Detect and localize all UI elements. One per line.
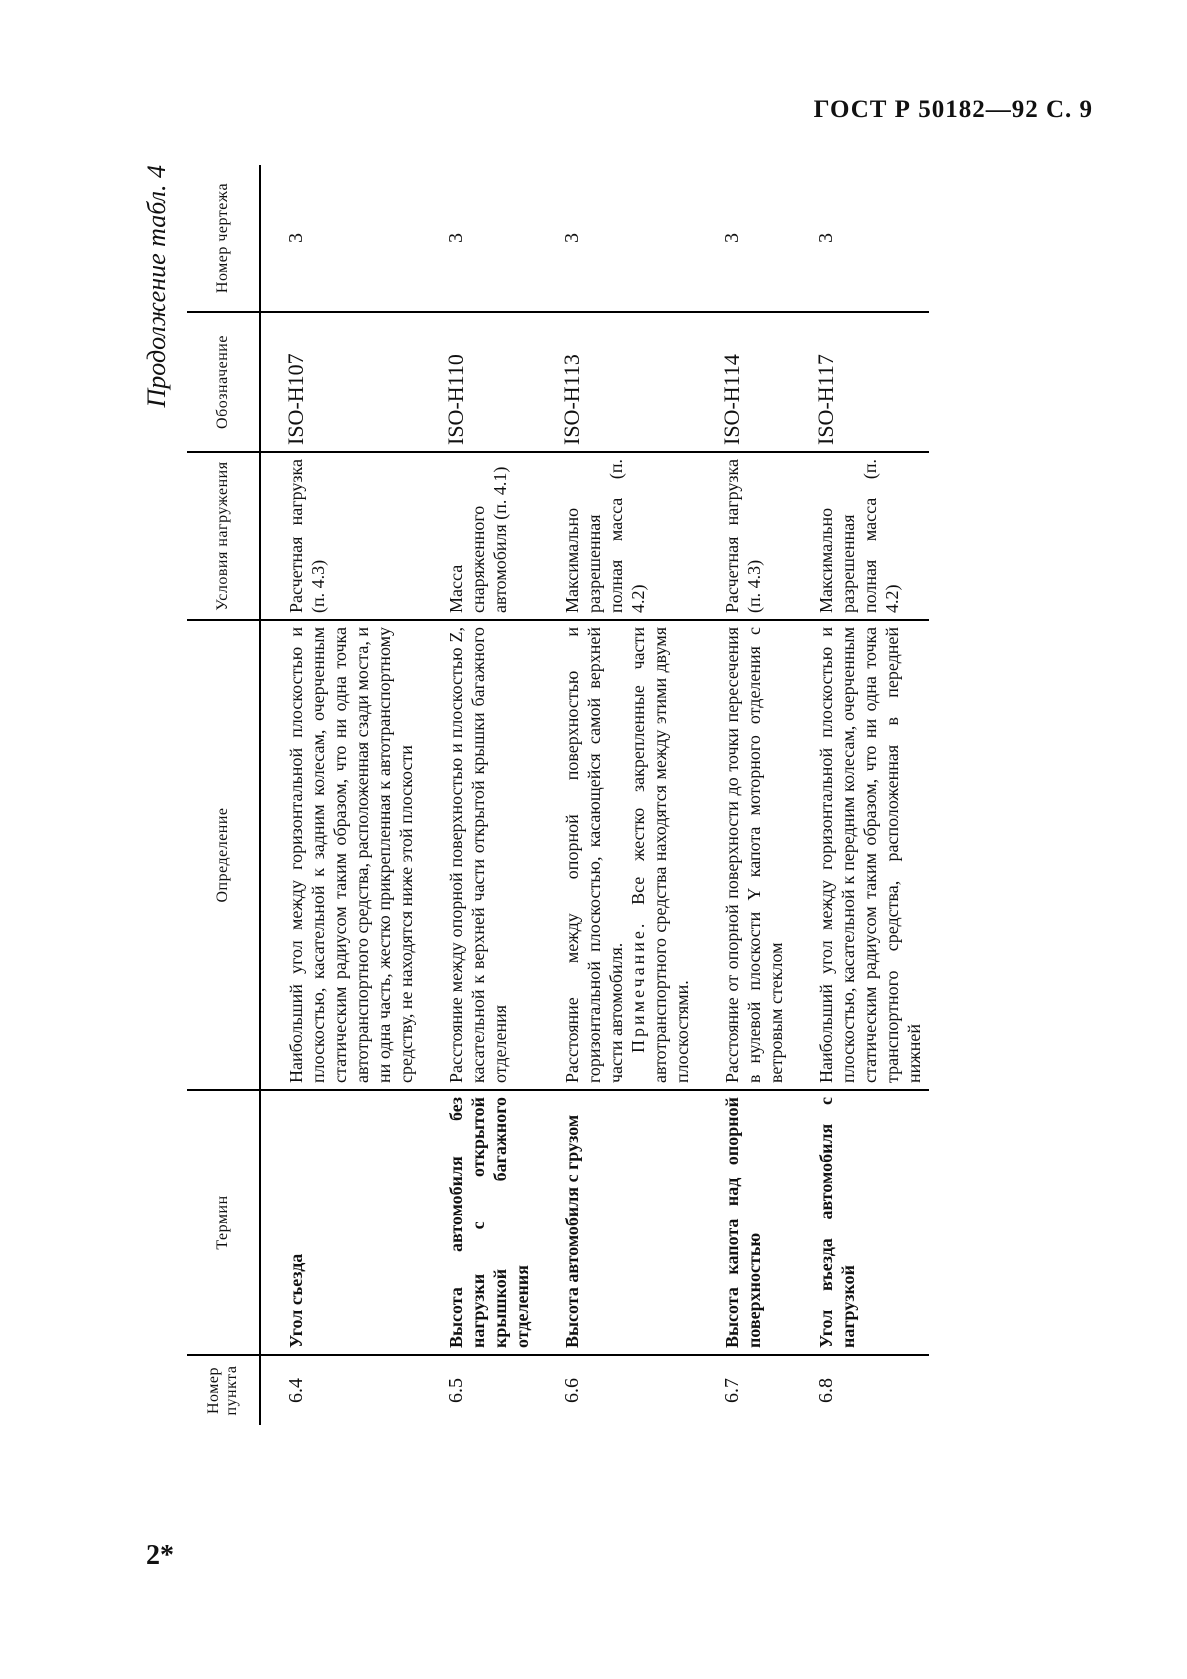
col-header-designation: Обозначение [187, 312, 260, 452]
row-term: Высота автомобиля без нагрузки с открытой крышкой багажного отделения [421, 1090, 537, 1355]
col-header-term: Термин [187, 1090, 260, 1355]
row-designation: ISO-H110 [421, 312, 537, 452]
col-header-num: Номер пункта [187, 1355, 260, 1425]
row-load: Расчетная нагрузка (п. 4.3) [697, 452, 791, 620]
row-designation: ISO-H114 [697, 312, 791, 452]
table-header-row [187, 165, 260, 1425]
row-term: Высота автомобиля с грузом [537, 1090, 697, 1355]
row-num: 6.6 [561, 1378, 583, 1403]
table-caption: Продолжение табл. 4 [142, 165, 171, 408]
col-header-drawing: Номер чертежа [187, 165, 260, 312]
page-mark: 2* [146, 1540, 174, 1571]
table-row [697, 165, 791, 1425]
col-header-definition: Определение [187, 620, 260, 1090]
note-label: Примечание. [628, 920, 648, 1053]
row-definition: Наибольший угол между горизонтальной плоскостью и плоскостью, касательной к передним колесам, очерченным статическим радиусом таким образом, что ни одна точка транспортного средства, расположенная в передней нижней [791, 620, 929, 1090]
row-term: Угол съезда [260, 1090, 421, 1355]
row-load: Масса снаряженного автомобиля (п. 4.1) [421, 452, 537, 620]
row-designation: ISO-H107 [260, 312, 421, 452]
row-load: Максимально разрешенная полная масса (п. 4.2) [791, 452, 929, 620]
row-num: 6.7 [721, 1378, 743, 1403]
row-num: 6.8 [815, 1378, 837, 1403]
row-num: 6.5 [445, 1378, 467, 1403]
row-term: Угол въезда автомобиля с нагрузкой [791, 1090, 929, 1355]
row-designation: ISO-H113 [537, 312, 697, 452]
row-definition: Наибольший угол между горизонтальной плоскостью и плоскостью, касательной к задним колесам, очерченным статическим радиусом таким образом, что ни одна точка автотранспортного средства, расположенная сзади моста, и ни одна часть, жестко прикрепленная к автотранспортному средству, не находятся ниже этой плоскости [260, 620, 421, 1090]
page-header: ГОСТ Р 50182—92 С. 9 [813, 96, 1093, 123]
col-header-load: Условия нагружения [187, 452, 260, 620]
row-drawing: 3 [537, 165, 697, 312]
row-definition: Расстояние от опорной поверхности до точки пересечения в нулевой плоскости Y капота моторного отделения с ветровым стеклом [697, 620, 791, 1090]
note-text: Все жестко закрепленные части автотранспортного средства находятся между этими двумя плоскостями. [628, 627, 692, 1083]
row-term: Высота капота над опорной поверхностью [697, 1090, 791, 1355]
row-num: 6.4 [285, 1378, 307, 1403]
table-row [537, 165, 697, 1425]
row-note [627, 627, 693, 1083]
row-drawing: 3 [260, 165, 421, 312]
terms-table [187, 165, 929, 1425]
row-definition-cell [537, 620, 697, 1090]
row-designation: ISO-H117 [791, 312, 929, 452]
table-row [791, 165, 929, 1425]
row-drawing: 3 [697, 165, 791, 312]
table-row [421, 165, 537, 1425]
row-drawing: 3 [421, 165, 537, 312]
rotated-table-block [142, 165, 1042, 1425]
table-row [260, 165, 421, 1425]
row-definition: Расстояние между опорной поверхностью и горизонтальной плоскостью, касающейся самой верхней части автомобиля. [562, 627, 626, 1083]
row-load: Максимально разрешенная полная масса (п. 4.2) [537, 452, 697, 620]
row-drawing: 3 [791, 165, 929, 312]
row-definition: Расстояние между опорной поверхностью и плоскостью Z, касательной к верхней части открытой крышки багажного отделения [421, 620, 537, 1090]
row-load: Расчетная нагрузка (п. 4.3) [260, 452, 421, 620]
